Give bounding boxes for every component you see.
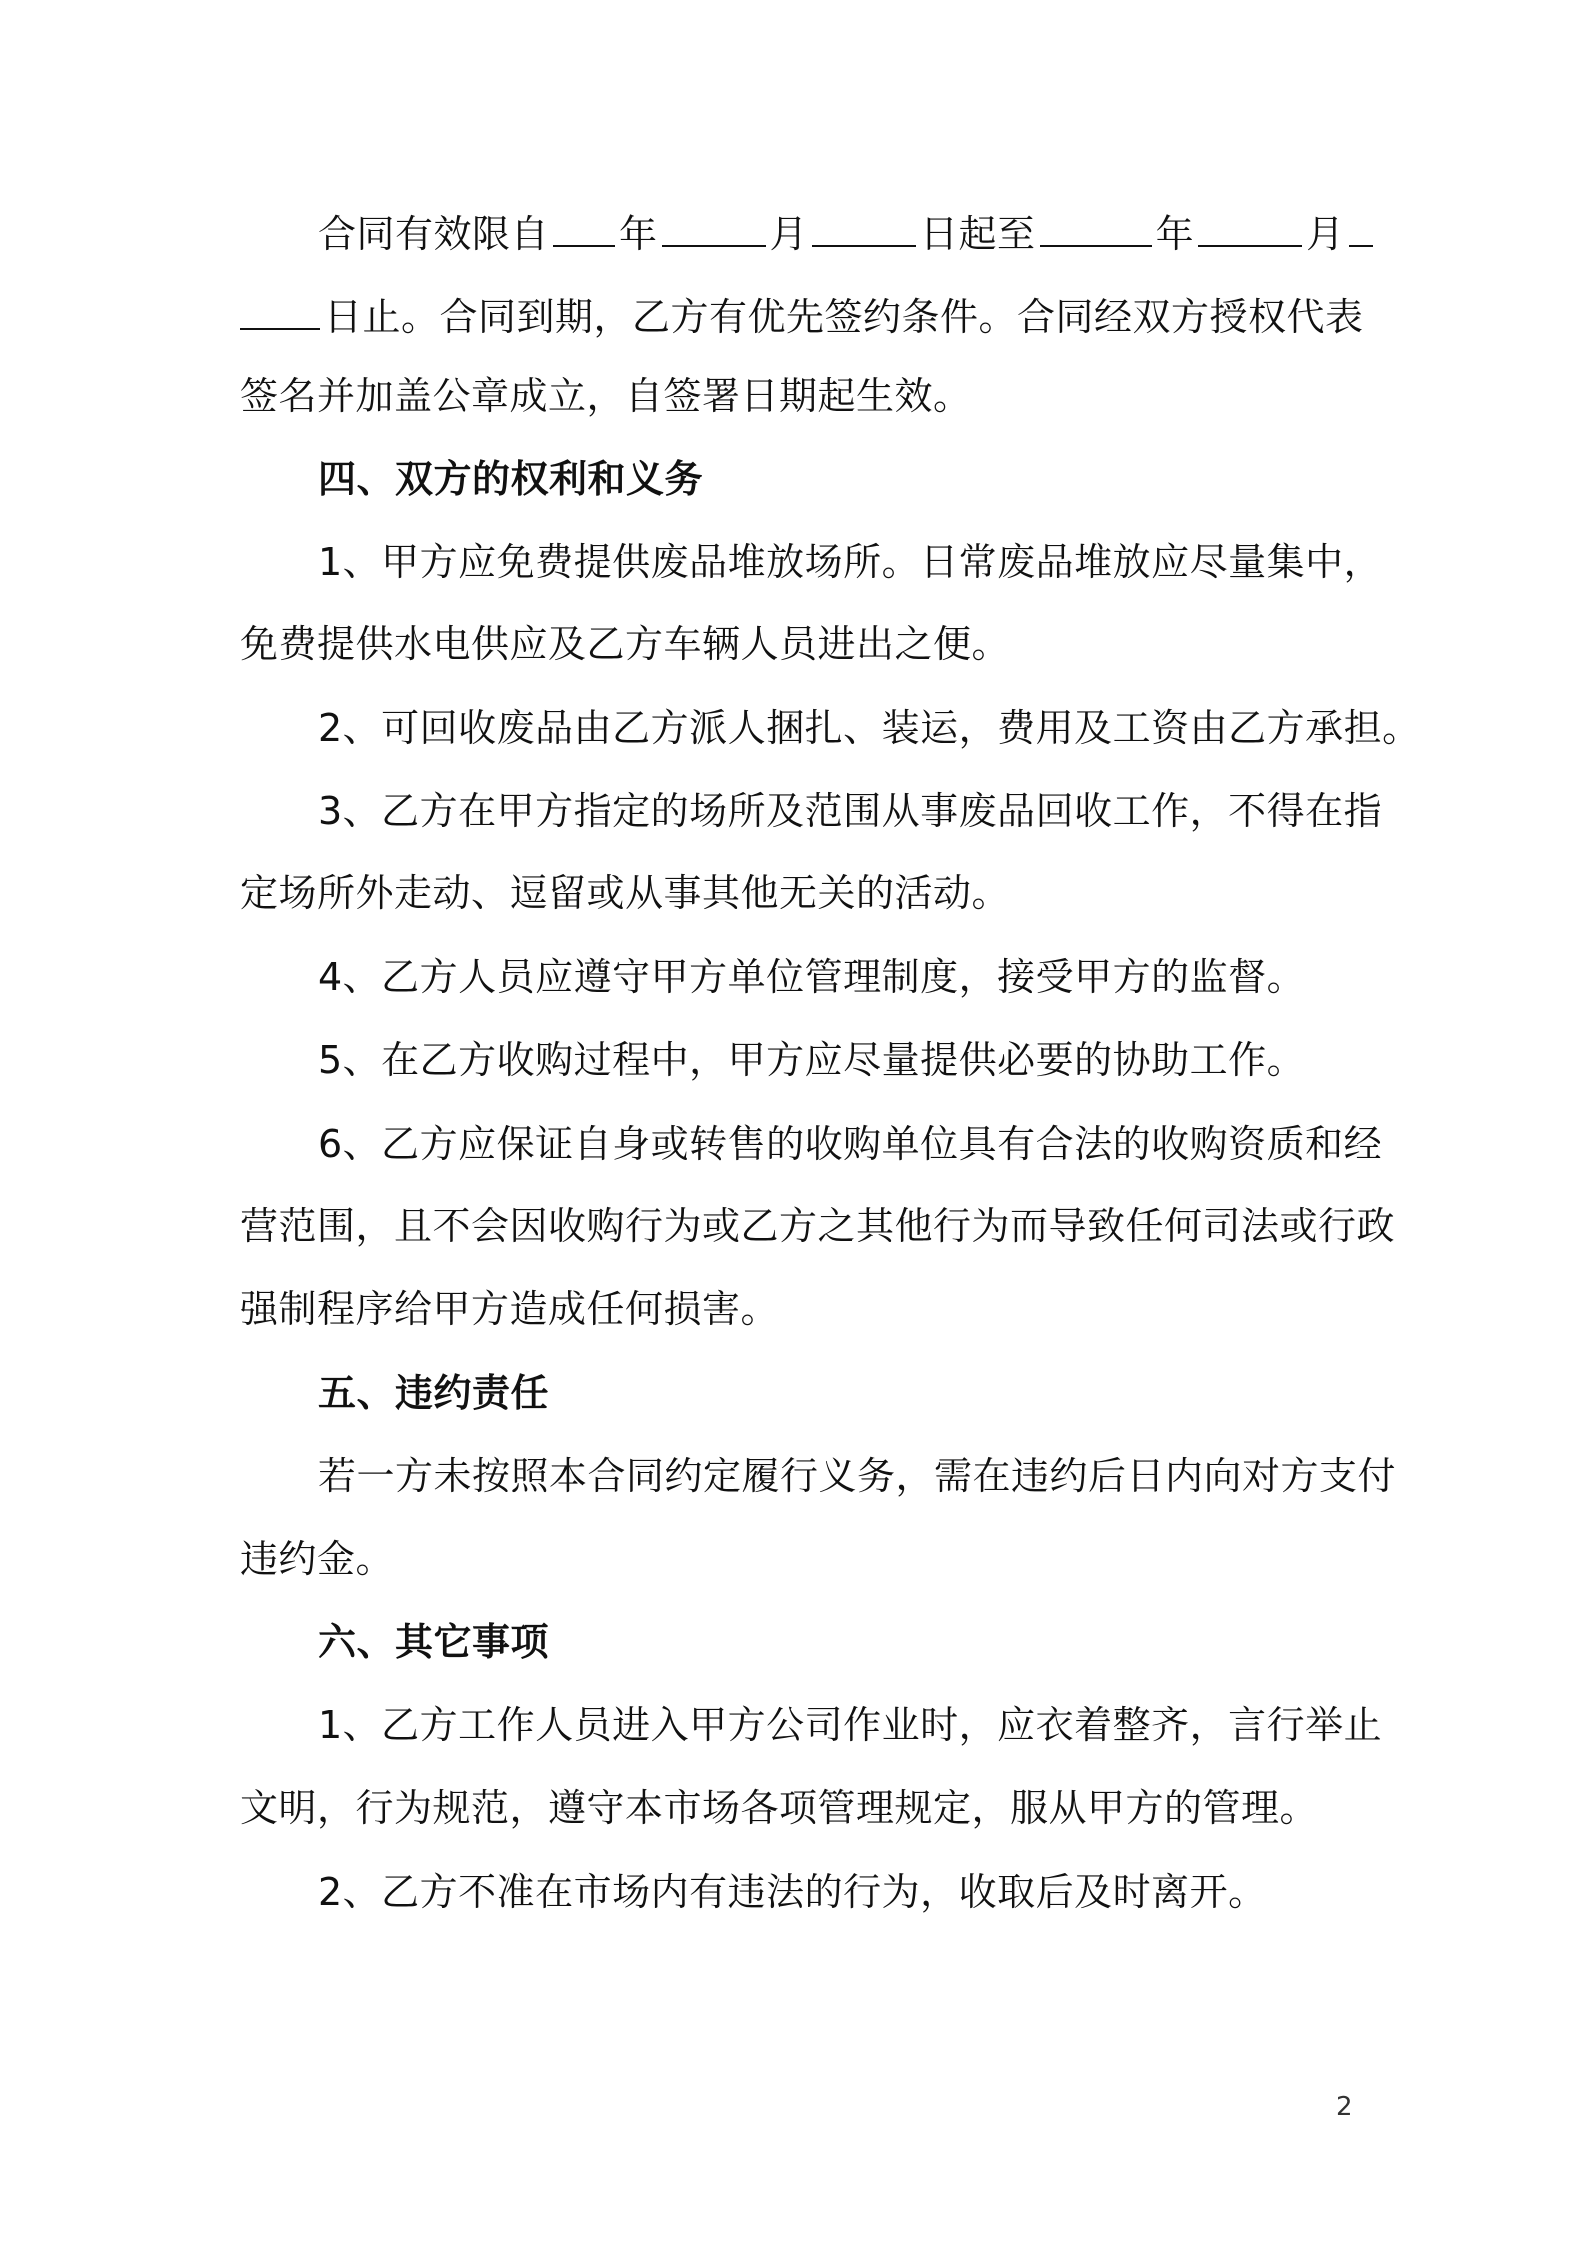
term-text-7: 日止。合同到期，乙方有优先签约条件。合同经双方授权代表 <box>324 295 1364 339</box>
contract-term-line-2 <box>240 293 1370 341</box>
section-6-line: 1、乙方工作人员进入甲方公司作业时，应衣着整齐，言行举止 <box>318 1703 1383 1747</box>
blank-start-year <box>553 211 615 247</box>
section-4-line: 营范围，且不会因收购行为或乙方之其他行为而导致任何司法或行政 <box>240 1204 1396 1248</box>
section-5-line: 违约金。 <box>240 1537 395 1581</box>
term-text-5: 年 <box>1155 212 1195 256</box>
term-text-1: 合同有效限自 <box>318 212 550 256</box>
section-6-heading: 六、其它事项 <box>318 1620 550 1664</box>
page-number: 2 <box>1336 2092 1353 2122</box>
contract-term-line-3: 签名并加盖公章成立，自签署日期起生效。 <box>240 374 972 418</box>
section-4-line: 5、在乙方收购过程中，甲方应尽量提供必要的协助工作。 <box>318 1038 1306 1082</box>
contract-term-line-1 <box>318 210 1370 258</box>
section-4-line: 免费提供水电供应及乙方车辆人员进出之便。 <box>240 622 1011 666</box>
section-4-line: 2、可回收废品由乙方派人捆扎、装运，费用及工资由乙方承担。 <box>318 706 1421 750</box>
section-4-line: 定场所外走动、逗留或从事其他无关的活动。 <box>240 871 1011 915</box>
blank-end-day-start <box>1349 211 1373 247</box>
section-4-line: 6、乙方应保证自身或转售的收购单位具有合法的收购资质和经 <box>318 1122 1383 1166</box>
section-4-line: 4、乙方人员应遵守甲方单位管理制度，接受甲方的监督。 <box>318 955 1306 999</box>
term-text-6: 月 <box>1306 212 1345 256</box>
blank-end-year <box>1040 211 1152 247</box>
blank-start-day <box>812 211 916 247</box>
term-text-2: 年 <box>619 212 658 256</box>
blank-start-month <box>662 211 766 247</box>
blank-end-day <box>240 294 320 330</box>
section-6-line: 2、乙方不准在市场内有违法的行为，收取后及时离开。 <box>318 1870 1267 1914</box>
term-text-4: 日起至 <box>920 212 1036 256</box>
section-5-heading: 五、违约责任 <box>318 1371 550 1415</box>
blank-end-month <box>1198 211 1302 247</box>
section-5-line: 若一方未按照本合同约定履行义务，需在违约后日内向对方支付 <box>318 1454 1397 1498</box>
section-4-heading: 四、双方的权利和义务 <box>318 457 704 501</box>
section-6-line: 文明，行为规范，遵守本市场各项管理规定，服从甲方的管理。 <box>240 1786 1319 1830</box>
section-4-line: 3、乙方在甲方指定的场所及范围从事废品回收工作，不得在指 <box>318 789 1383 833</box>
section-4-line: 1、甲方应免费提供废品堆放场所。日常废品堆放应尽量集中， <box>318 540 1383 584</box>
term-text-3: 月 <box>769 212 809 256</box>
section-4-line: 强制程序给甲方造成任何损害。 <box>240 1287 780 1331</box>
